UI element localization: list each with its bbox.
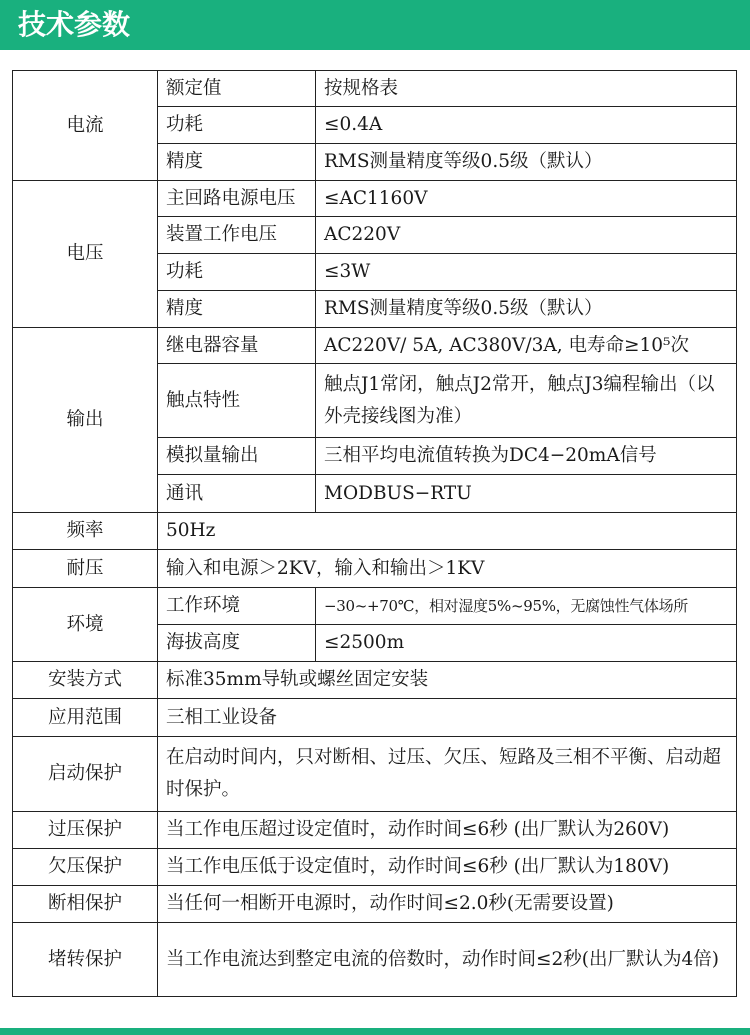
param-label: 额定值 xyxy=(158,71,316,107)
category-withstand: 耐压 xyxy=(13,550,158,588)
table-row xyxy=(13,181,737,217)
param-value: 按规格表 xyxy=(316,71,737,107)
table-row xyxy=(13,849,737,886)
param-value: AC220V/ 5A, AC380V/3A, 电寿命≥10⁵次 xyxy=(316,328,737,364)
table-row xyxy=(13,699,737,737)
param-value: 三相工业设备 xyxy=(158,699,737,737)
param-value: 当任何一相断开电源时，动作时间≤2.0秒(无需要设置) xyxy=(158,886,737,923)
param-label: 精度 xyxy=(158,291,316,328)
param-value: ≤AC1160V xyxy=(316,181,737,217)
footer-bar xyxy=(0,1028,750,1035)
param-value: MODBUS−RTU xyxy=(316,475,737,513)
category-installation: 安装方式 xyxy=(13,662,158,699)
table-row xyxy=(13,923,737,997)
param-label: 继电器容量 xyxy=(158,328,316,364)
param-value: ≤3W xyxy=(316,254,737,291)
param-label: 触点特性 xyxy=(158,364,316,438)
param-value: 三相平均电流值转换为DC4−20mA信号 xyxy=(316,438,737,475)
param-label: 功耗 xyxy=(158,107,316,144)
table-row xyxy=(13,588,737,625)
param-value: 触点J1常闭，触点J2常开，触点J3编程输出（以外壳接线图为准） xyxy=(316,364,737,438)
table-row xyxy=(13,737,737,812)
spec-table xyxy=(12,70,737,997)
param-label: 主回路电源电压 xyxy=(158,181,316,217)
category-start-protection: 启动保护 xyxy=(13,737,158,812)
category-output: 输出 xyxy=(13,328,158,513)
table-row xyxy=(13,812,737,849)
param-label: 通讯 xyxy=(158,475,316,513)
param-label: 海拔高度 xyxy=(158,625,316,662)
category-undervoltage: 欠压保护 xyxy=(13,849,158,886)
param-label: 装置工作电压 xyxy=(158,217,316,254)
category-application: 应用范围 xyxy=(13,699,158,737)
category-environment: 环境 xyxy=(13,588,158,662)
table-row xyxy=(13,71,737,107)
param-label: 工作环境 xyxy=(158,588,316,625)
param-label: 功耗 xyxy=(158,254,316,291)
category-voltage: 电压 xyxy=(13,181,158,328)
page-title: 技术参数 xyxy=(18,8,131,41)
param-value: 当工作电流达到整定电流的倍数时，动作时间≤2秒(出厂默认为4倍) xyxy=(158,923,737,997)
param-value: 标准35mm导轨或螺丝固定安装 xyxy=(158,662,737,699)
category-stall: 堵转保护 xyxy=(13,923,158,997)
table-row xyxy=(13,513,737,550)
param-label: 模拟量输出 xyxy=(158,438,316,475)
table-row xyxy=(13,886,737,923)
table-row xyxy=(13,328,737,364)
category-phase-loss: 断相保护 xyxy=(13,886,158,923)
param-label: 精度 xyxy=(158,144,316,181)
param-value: RMS测量精度等级0.5级（默认） xyxy=(316,291,737,328)
param-value: 当工作电压超过设定值时，动作时间≤6秒 (出厂默认为260V) xyxy=(158,812,737,849)
table-row xyxy=(13,550,737,588)
param-value: AC220V xyxy=(316,217,737,254)
param-value: −30~+70℃，相对湿度5%~95%，无腐蚀性气体场所 xyxy=(316,588,737,625)
category-current: 电流 xyxy=(13,71,158,181)
param-value: 在启动时间内，只对断相、过压、欠压、短路及三相不平衡、启动超时保护。 xyxy=(158,737,737,812)
param-value: 输入和电源＞2KV，输入和输出＞1KV xyxy=(158,550,737,588)
param-value: 当工作电压低于设定值时，动作时间≤6秒 (出厂默认为180V) xyxy=(158,849,737,886)
table-row xyxy=(13,662,737,699)
header-bar xyxy=(0,0,750,50)
param-value: RMS测量精度等级0.5级（默认） xyxy=(316,144,737,181)
param-value: ≤2500m xyxy=(316,625,737,662)
category-overvoltage: 过压保护 xyxy=(13,812,158,849)
param-value: 50Hz xyxy=(158,513,737,550)
category-frequency: 频率 xyxy=(13,513,158,550)
param-value: ≤0.4A xyxy=(316,107,737,144)
